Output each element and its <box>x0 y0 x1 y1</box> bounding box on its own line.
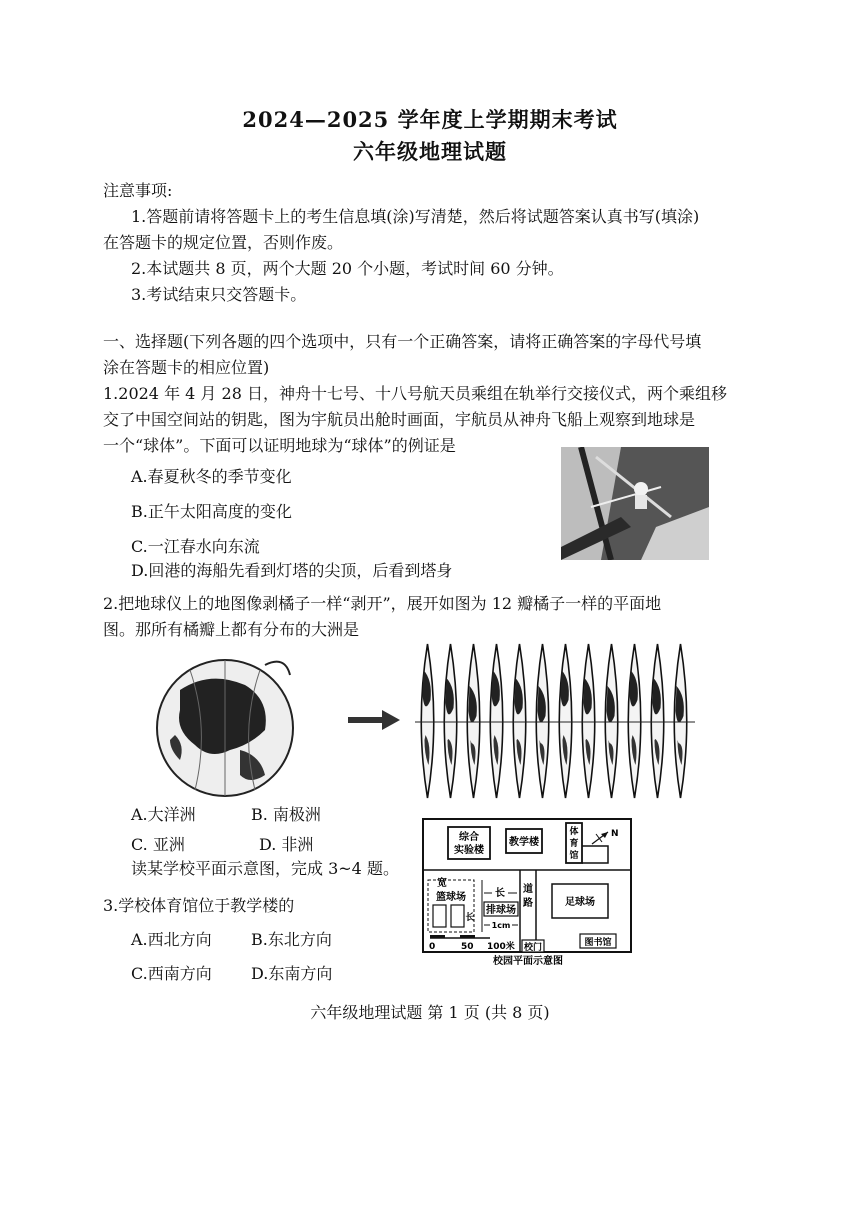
q1-stem-line2: 交了中国空间站的钥匙，图为宇航员出舱时画面，宇航员从神舟飞船上观察到地球是 <box>103 410 696 429</box>
school-map-caption: 校园平面示意图 <box>493 956 563 967</box>
section-heading-line1: 一、选择题(下列各题的四个选项中，只有一个正确答案，请将正确答案的字母代号填 <box>103 332 702 351</box>
astronaut-photo <box>561 447 709 560</box>
north-label: N <box>611 829 619 839</box>
library-label: 图书馆 <box>584 938 612 948</box>
gore-segment <box>490 644 503 798</box>
football-label: 足球场 <box>565 897 595 908</box>
gore-segment <box>444 644 457 798</box>
q3-stem: 3.学校体育馆位于教学楼的 <box>103 896 295 915</box>
q2-option-b: B. 南极洲 <box>251 805 321 824</box>
scale-hundred: 100米 <box>487 942 515 952</box>
gore-segment <box>421 644 434 798</box>
q2-option-a: A.大洋洲 <box>131 805 196 824</box>
scale-fifty: 50 <box>461 942 474 952</box>
gore-segment <box>559 644 572 798</box>
q1-option-a: A.春夏秋冬的季节变化 <box>131 467 292 486</box>
q1-option-b: B.正午太阳高度的变化 <box>131 502 292 521</box>
lab-label-2: 实验楼 <box>454 845 484 856</box>
arrow-right-icon <box>348 708 400 732</box>
one-cm-label: 1cm <box>491 921 511 930</box>
notice-heading: 注意事项: <box>103 181 173 200</box>
q3-4-intro: 读某学校平面示意图，完成 3~4 题。 <box>131 859 399 878</box>
q2-option-c: C. 亚洲 <box>131 835 185 854</box>
lab-label-1: 综合 <box>459 832 479 843</box>
q1-stem-line1: 1.2024 年 4 月 28 日，神舟十七号、十八号航天员乘组在轨举行交接仪式，两个乘组移 <box>103 384 727 403</box>
q2-stem-line1: 2.把地球仪上的地图像剥橘子一样“剥开”，展开如图为 12 瓣橘子一样的平面地 <box>103 594 662 613</box>
school-plan-map <box>420 816 636 968</box>
scale-zero: 0 <box>429 942 436 952</box>
q2-stem-line2: 图。那所有橘瓣上都有分布的大洲是 <box>103 620 360 639</box>
gore-segment <box>582 644 595 798</box>
q3-option-a: A.西北方向 <box>131 930 212 949</box>
globe-illustration <box>150 650 300 800</box>
gore-segment <box>513 644 526 798</box>
gym-label-2: 育 <box>569 839 579 849</box>
teaching-building-label: 教学楼 <box>509 837 539 848</box>
volleyball-label: 排球场 <box>486 905 516 916</box>
exam-subtitle: 六年级地理试题 <box>353 139 507 164</box>
gores-map <box>410 640 700 800</box>
length-label: 长 <box>495 888 505 899</box>
section-heading-line2: 涂在答题卡的相应位置) <box>103 358 270 377</box>
q2-option-d: D. 非洲 <box>259 835 314 854</box>
notice-item-2: 2.本试题共 8 页，两个大题 20 个小题，考试时间 60 分钟。 <box>131 259 564 278</box>
notice-item-1a: 1.答题前请将答题卡上的考生信息填(涂)写清楚，然后将试题答案认真书写(填涂) <box>131 207 700 226</box>
q3-option-d: D.东南方向 <box>251 964 333 983</box>
q3-option-c: C.西南方向 <box>131 964 212 983</box>
gym-label-3: 馆 <box>569 851 579 861</box>
gore-segment <box>651 644 664 798</box>
road-label-2: 路 <box>523 898 533 909</box>
q1-stem-line3: 一个“球体”。下面可以证明地球为“球体”的例证是 <box>103 436 456 455</box>
road-label-1: 道 <box>523 884 533 895</box>
notice-item-3: 3.考试结束只交答题卡。 <box>131 285 307 304</box>
gate-label: 校门 <box>523 943 543 953</box>
gym-label-1: 体 <box>569 827 579 837</box>
notice-item-1b: 在答题卡的规定位置，否则作废。 <box>103 233 344 252</box>
exam-title: 2024—2025 学年度上学期期末考试 <box>242 107 618 132</box>
q3-option-b: B.东北方向 <box>251 930 332 949</box>
width-label: 宽 <box>437 878 447 889</box>
gore-segment <box>628 644 641 798</box>
q1-option-d: D.回港的海船先看到灯塔的尖顶，后看到塔身 <box>131 561 453 580</box>
basketball-label: 篮球场 <box>436 892 466 903</box>
q1-option-c: C.一江春水向东流 <box>131 537 260 556</box>
page-footer: 六年级地理试题 第 1 页 (共 8 页) <box>310 1003 550 1022</box>
length-short-label: 长 <box>465 913 475 923</box>
